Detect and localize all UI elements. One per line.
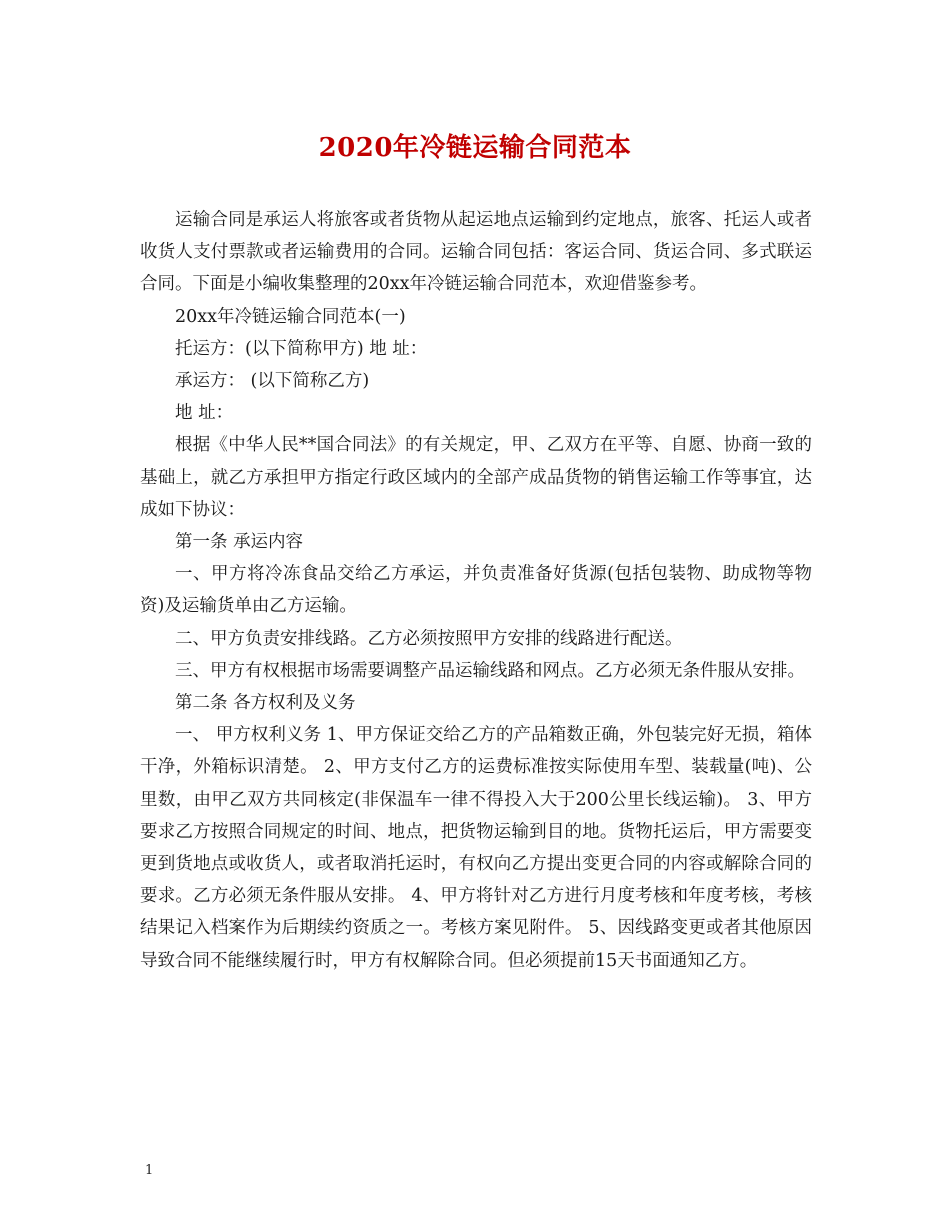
paragraph-article-2-item-1: 一、 甲方权利义务 1、甲方保证交给乙方的产品箱数正确，外包装完好无损，箱体干净，外箱标识清楚。 2、甲方支付乙方的运费标准按实际使用车型、装载量(吨)、公里数，由甲乙双方共同核定(非保温车一律不得投入大于200公里长线运输)。 3、甲方要求乙方按照合同规定的时间、地点，把货物运输到目的地。货物托运后，甲方需要变更到货地点或收货人，或者取消托运时，有权向乙方提出变更合同的内容或解除合同的要求。乙方必须无条件服从安排。 4、甲方将针对乙方进行月度考核和年度考核，考核结果记入档案作为后期续约资质之一。考核方案见附件。 5、因线路变更或者其他原因导致合同不能继续履行时，甲方有权解除合同。但必须提前15天书面通知乙方。 (140, 725, 812, 971)
page-number: 1 (145, 1163, 154, 1178)
paragraph-article-1-item-2: 二、甲方负责安排线路。乙方必须按照甲方安排的线路进行配送。 (175, 628, 683, 649)
paragraph-shipper: 托运方：(以下简称甲方) 地 址： (175, 338, 428, 359)
paragraph-article-1-heading: 第一条 承运内容 (175, 532, 304, 553)
document-title: 2020年冷链运输合同范本 (318, 133, 632, 163)
paragraph-carrier: 承运方： (以下简称乙方) (175, 371, 370, 392)
paragraph-address: 地 址： (175, 403, 234, 424)
paragraph-basis: 根据《中华人民**国合同法》的有关规定，甲、乙双方在平等、自愿、协商一致的基础上，就乙方承担甲方指定行政区域内的全部产成品货物的销售运输工作等事宜，达成如下协议： (140, 435, 812, 520)
paragraph-subtitle: 20xx年冷链运输合同范本(一) (175, 306, 406, 327)
paragraph-article-1-item-3: 三、甲方有权根据市场需要调整产品运输线路和网点。乙方必须无条件服从安排。 (175, 660, 805, 681)
document-body (140, 204, 812, 977)
paragraph-intro: 运输合同是承运人将旅客或者货物从起运地点运输到约定地点，旅客、托运人或者收货人支付票款或者运输费用的合同。运输合同包括：客运合同、货运合同、多式联运合同。下面是小编收集整理的20xx年冷链运输合同范本，欢迎借鉴参考。 (140, 210, 812, 295)
paragraph-article-2-heading: 第二条 各方权利及义务 (175, 693, 356, 714)
paragraph-article-1-item-1: 一、甲方将冷冻食品交给乙方承运，并负责准备好货源(包括包装物、助成物等物资)及运输货单由乙方运输。 (140, 564, 812, 617)
